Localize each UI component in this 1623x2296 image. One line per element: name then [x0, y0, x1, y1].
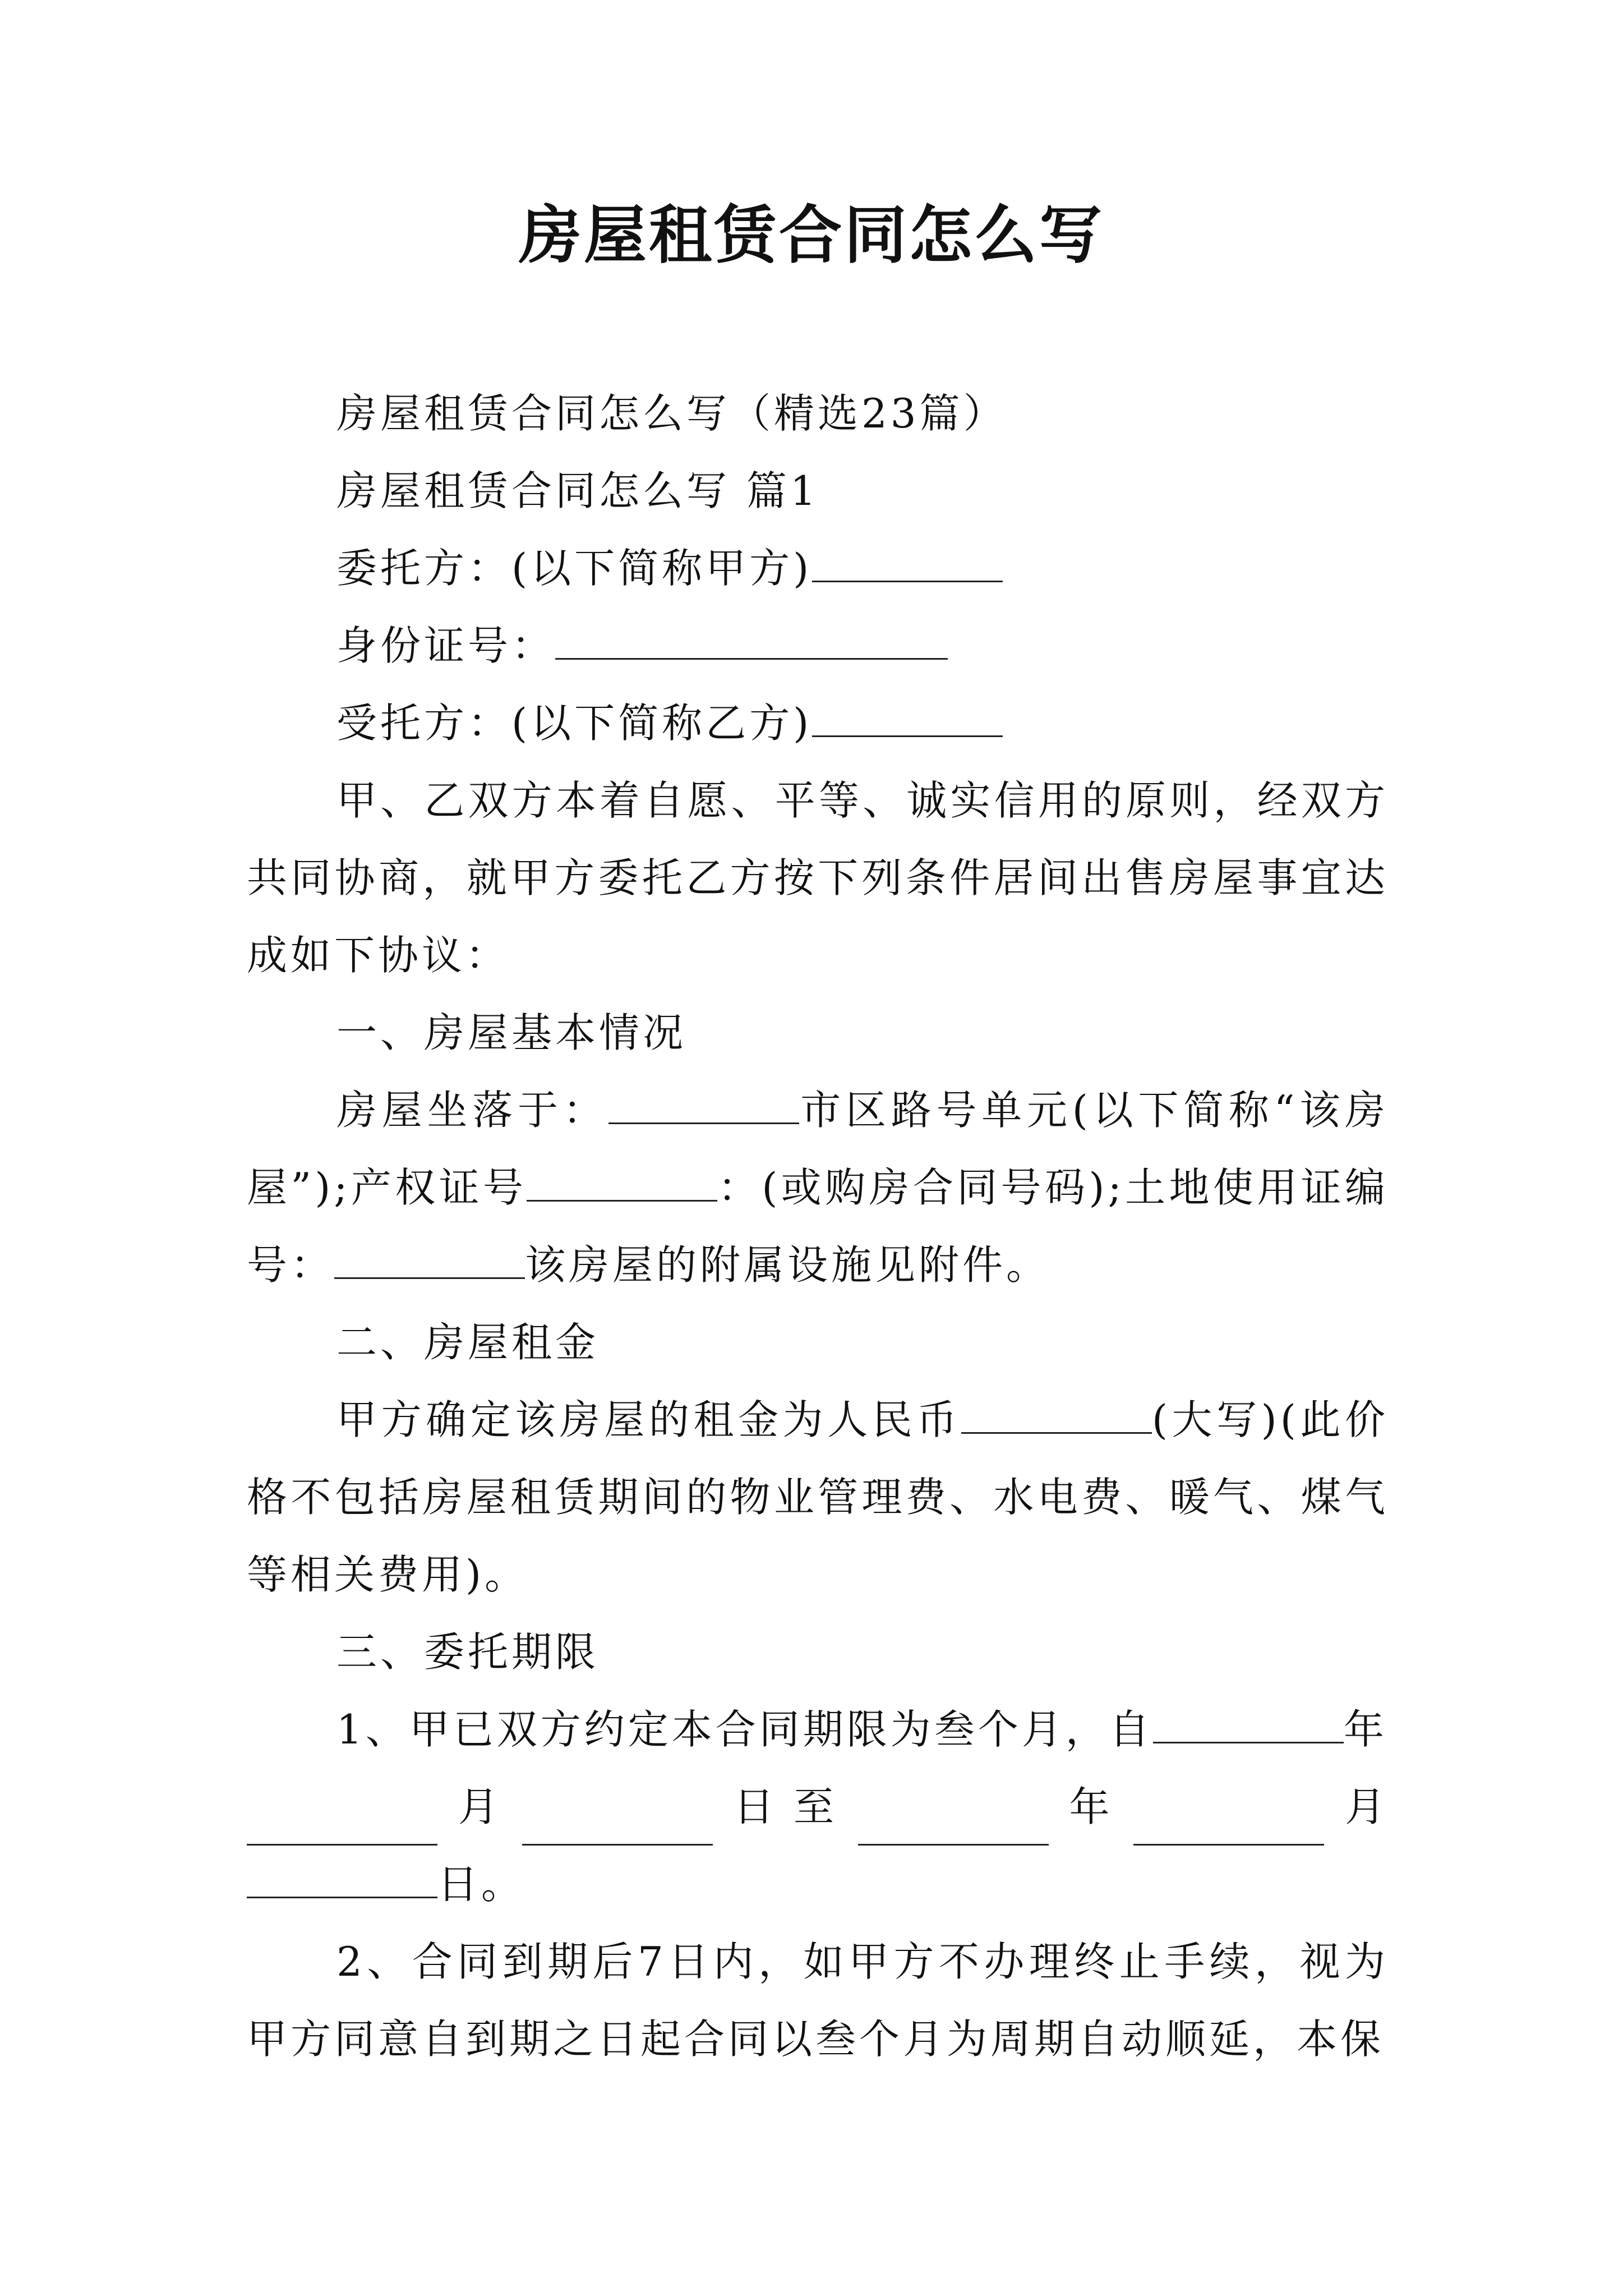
document-body [247, 375, 1389, 2078]
section-2-text: 二、房屋租金 [336, 1319, 600, 1366]
term-end-line [247, 1846, 1389, 1923]
start-year-blank [1153, 1707, 1344, 1743]
chapter-text: 房屋租赁合同怎么写 篇1 [336, 467, 819, 514]
id-number-label: 身份证号： [336, 622, 556, 669]
section-3-text: 三、委托期限 [336, 1628, 600, 1676]
location-paragraph [247, 1071, 1389, 1304]
start-month-blank [247, 1809, 437, 1846]
location-blank [608, 1088, 799, 1124]
id-number-line [247, 607, 1389, 684]
land-cert-blank [334, 1243, 525, 1279]
section-1-heading [247, 994, 1389, 1071]
party-a-label: 委托方：(以下简称甲方) [336, 545, 813, 592]
day-label: 日。 [437, 1861, 525, 1908]
subtitle [247, 375, 1389, 452]
intro-text: 甲、乙双方本着自愿、平等、诚实信用的原则，经双方共同协商，就甲方委托乙方按下列条件居间出售房屋事宜达成如下协议： [247, 777, 1389, 979]
renewal-paragraph [247, 1923, 1389, 2078]
party-a-line [247, 530, 1389, 607]
end-year-label: 年 [1069, 1783, 1113, 1830]
month-label: 月 [458, 1783, 502, 1830]
section-2-heading [247, 1304, 1389, 1381]
rent-paragraph [247, 1381, 1389, 1613]
section-3-heading [247, 1613, 1389, 1691]
party-b-label: 受托方：(以下简称乙方) [336, 700, 813, 747]
term-text: 1、甲已双方约定本合同期限为叁个月，自 [336, 1706, 1153, 1753]
rent-text: (大写)(此价格不包括房屋租赁期间的物业管理费、水电费、暖气、煤气等相关费用)。 [247, 1396, 1389, 1598]
chapter-heading [247, 452, 1389, 530]
land-cert-label: ：(或购房合同号码);土地使用证编号： [247, 1164, 1389, 1289]
term-paragraph [247, 1691, 1389, 1768]
section-1-text: 一、房屋基本情况 [336, 1009, 687, 1056]
party-b-line [247, 684, 1389, 762]
location-text: 市区路号单元(以下简称“该房屋”);产权证号 [247, 1087, 1389, 1211]
rent-label: 甲方确定该房屋的租金为人民币 [336, 1396, 961, 1443]
day-to-label: 日 至 [734, 1783, 838, 1830]
end-month-label: 月 [1344, 1783, 1389, 1830]
subtitle-text: 房屋租赁合同怎么写（精选23篇） [336, 390, 1007, 437]
attachment-text: 该房屋的附属设施见附件。 [525, 1241, 1050, 1289]
intro-paragraph [247, 762, 1389, 994]
end-day-blank [247, 1862, 437, 1898]
id-number-blank [555, 623, 948, 660]
location-label: 房屋坐落于： [336, 1087, 608, 1134]
party-b-blank [812, 701, 1003, 737]
end-month-blank [1133, 1809, 1324, 1846]
party-a-blank [812, 546, 1003, 582]
start-day-blank [522, 1809, 713, 1846]
deed-number-blank [527, 1165, 717, 1202]
year-label: 年 [1343, 1706, 1387, 1753]
document-title: 房屋租赁合同怎么写 [519, 199, 1104, 272]
rent-amount-blank [961, 1397, 1152, 1434]
end-year-blank [858, 1809, 1049, 1846]
renewal-text: 2、合同到期后7日内，如甲方不办理终止手续，视为甲方同意自到期之日起合同以叁个月为周期自动顺延，本保 [247, 1938, 1389, 2063]
term-date-line [247, 1768, 1389, 1846]
